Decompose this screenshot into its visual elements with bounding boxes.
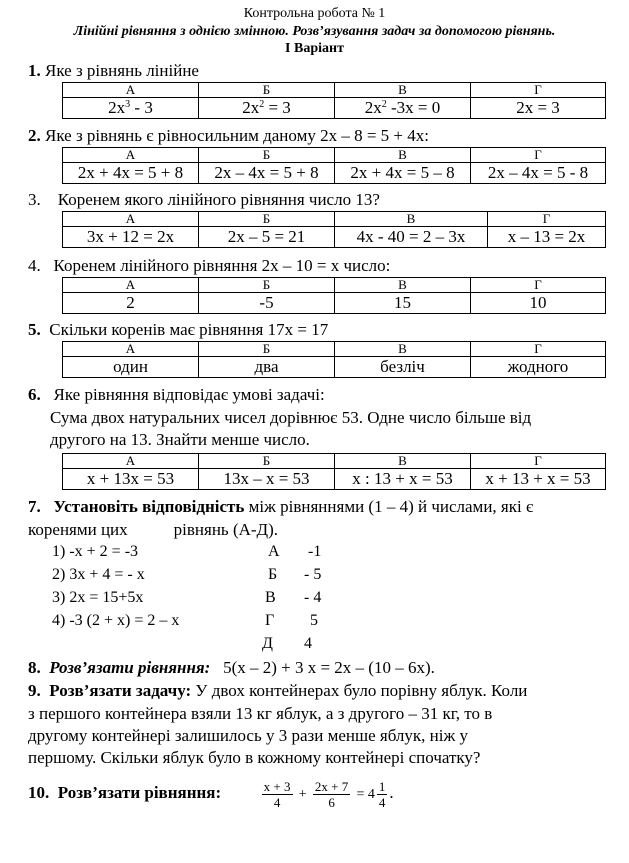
question-label: Розв’язати рівняння:: [57, 783, 222, 802]
option-b[interactable]: 13x – x = 53: [199, 469, 335, 490]
question-number: 8.: [28, 658, 41, 677]
question-text: Коренем якого лінійного рівняння число 13?: [57, 190, 380, 209]
problem-line: з першого контейнера взяли 13 кг яблук, а з другого – 31 кг, то в: [28, 704, 493, 723]
option-g[interactable]: 10: [471, 293, 606, 314]
question-number: 10.: [28, 783, 50, 802]
question-2: [28, 126, 429, 146]
question-number: 2.: [28, 126, 41, 145]
question-number: 9.: [28, 681, 41, 700]
option-letter: А: [63, 278, 199, 293]
question-number: 3.: [28, 190, 41, 209]
test-topic: Лінійні рівняння з однією змінною. Розв’язування задач за допомогою рівнянь.: [73, 24, 556, 39]
option-letter: А: [63, 454, 199, 469]
question-text: між рівняннями (1 – 4) й числами, які є: [244, 497, 534, 516]
question-10: 10. Розв’язати рівняння: $\frac{x + 3}{4}$ + $\frac{2x + 7}{6}$ = 4 $\frac{1}{4}$ .: [28, 778, 394, 810]
option-letter: Г: [471, 83, 606, 98]
option-letter: В: [335, 148, 471, 163]
root-value: 4: [304, 635, 312, 652]
option-v[interactable]: $2x^2$ -3x = 0: [335, 98, 471, 119]
equation-item: 3) 2x = 15+5x: [52, 589, 144, 606]
question-text: Яке з рівнянь лінійне: [45, 61, 199, 80]
option-a[interactable]: 2x + 4x = 5 + 8: [63, 163, 199, 184]
variant-label: І Варіант: [285, 41, 344, 56]
root-letter: Б: [268, 566, 278, 583]
option-letter: Г: [471, 454, 606, 469]
option-letter: Б: [199, 212, 335, 227]
option-letter: В: [335, 342, 471, 357]
question-number: 4.: [28, 256, 41, 275]
option-b[interactable]: -5: [199, 293, 335, 314]
option-letter: Б: [199, 148, 335, 163]
question-text: Яке з рівнянь є рівносильним даному 2x – 8 = 5 + 4x:: [45, 126, 429, 145]
question-number: 6.: [28, 385, 41, 404]
option-g[interactable]: x – 13 = 2x: [488, 227, 606, 248]
option-letter: В: [335, 278, 471, 293]
question-5: [28, 320, 328, 340]
root-value: - 5: [304, 566, 322, 583]
answer-table-5: [62, 341, 606, 378]
question-text: Скільки коренів має рівняння 17x = 17: [49, 320, 329, 339]
option-letter: А: [63, 148, 199, 163]
option-a[interactable]: $2x^3 - 3$: [63, 98, 199, 119]
question-8: [28, 658, 435, 678]
problem-line: другому контейнері залишилось у 3 рази менше яблук, ніж у: [28, 726, 468, 745]
root-letter: В: [265, 589, 276, 606]
root-letter: Г: [265, 612, 275, 629]
option-letter: Б: [199, 83, 335, 98]
option-letter: В: [335, 454, 471, 469]
equation-item: 4) -3 (2 + x) = 2 – x: [52, 612, 180, 629]
problem-line: першому. Скільки яблук було в кожному контейнері спочатку?: [28, 748, 481, 767]
option-letter: Г: [471, 342, 606, 357]
question-3: [28, 190, 380, 210]
question-number: 1.: [28, 61, 41, 80]
option-v[interactable]: x : 13 + x = 53: [335, 469, 471, 490]
option-letter: Г: [471, 148, 606, 163]
option-b[interactable]: 2x – 5 = 21: [199, 227, 335, 248]
option-b[interactable]: два: [199, 357, 335, 378]
option-letter: А: [63, 212, 199, 227]
root-letter: А: [268, 543, 280, 560]
equation-item: 1) -x + 2 = -3: [52, 543, 139, 560]
question-7-line-2: коренями цих рівнянь (А-Д).: [28, 520, 279, 539]
question-4: [28, 256, 390, 276]
root-letter: Д: [262, 635, 273, 652]
option-a[interactable]: один: [63, 357, 199, 378]
question-label: Розв’язати рівняння:: [49, 658, 211, 677]
question-6: [28, 385, 325, 405]
question-number: 5.: [28, 320, 41, 339]
equation-item: 2) 3x + 4 = - x: [52, 566, 145, 583]
option-a[interactable]: 3x + 12 = 2x: [63, 227, 199, 248]
question-label: Розв’язати задачу:: [49, 681, 192, 700]
option-g[interactable]: 2x = 3: [471, 98, 606, 119]
answer-table-4: [62, 277, 606, 314]
answer-table-1: [62, 82, 606, 119]
root-value: -1: [308, 543, 322, 560]
option-v[interactable]: безліч: [335, 357, 471, 378]
question-1: [28, 61, 199, 81]
option-letter: Г: [471, 278, 606, 293]
option-letter: Г: [488, 212, 606, 227]
question-text: Яке рівняння відповідає умові задачі:: [53, 385, 325, 404]
answer-table-3: [62, 211, 606, 248]
option-g[interactable]: x + 13 + x = 53: [471, 469, 606, 490]
equation: 5(x – 2) + 3 x = 2x – (10 – 6x).: [223, 658, 435, 677]
fraction-2: $\frac{2x + 7}{6}$: [314, 778, 349, 810]
option-letter: Б: [199, 342, 335, 357]
option-letter: А: [63, 342, 199, 357]
option-v[interactable]: 15: [335, 293, 471, 314]
answer-table-2: [62, 147, 606, 184]
option-v[interactable]: 2x + 4x = 5 – 8: [335, 163, 471, 184]
option-letter: В: [335, 83, 471, 98]
option-letter: Б: [199, 278, 335, 293]
test-title: Контрольна робота № 1: [243, 6, 386, 21]
option-v[interactable]: 4x - 40 = 2 – 3x: [335, 227, 488, 248]
question-9: [28, 681, 527, 701]
option-g[interactable]: 2x – 4x = 5 - 8: [471, 163, 606, 184]
problem-line: У двох контейнерах було порівну яблук. Коли: [191, 681, 528, 700]
root-value: 5: [310, 612, 318, 629]
root-value: - 4: [304, 589, 322, 606]
question-7: [28, 497, 533, 517]
option-b[interactable]: 2x – 4x = 5 + 8: [199, 163, 335, 184]
option-a[interactable]: x + 13x = 53: [63, 469, 199, 490]
problem-line: другого на 13. Знайти менше число.: [50, 430, 310, 449]
option-letter: А: [63, 83, 199, 98]
answer-table-6: [62, 453, 606, 490]
fraction-1: $\frac{x + 3}{4}$: [263, 778, 291, 810]
fraction-3: $\frac{1}{4}$: [378, 778, 386, 810]
option-b[interactable]: $2x^2 = 3$: [199, 98, 335, 119]
question-number: 7.: [28, 497, 41, 516]
option-letter: В: [335, 212, 488, 227]
question-text: Коренем лінійного рівняння 2x – 10 = x число:: [53, 256, 391, 275]
problem-line: Сума двох натуральних чисел дорівнює 53. Одне число більше від: [50, 408, 532, 427]
option-letter: Б: [199, 454, 335, 469]
option-a[interactable]: 2: [63, 293, 199, 314]
option-g[interactable]: жодного: [471, 357, 606, 378]
question-emphasis: Установіть відповідність: [53, 497, 245, 516]
